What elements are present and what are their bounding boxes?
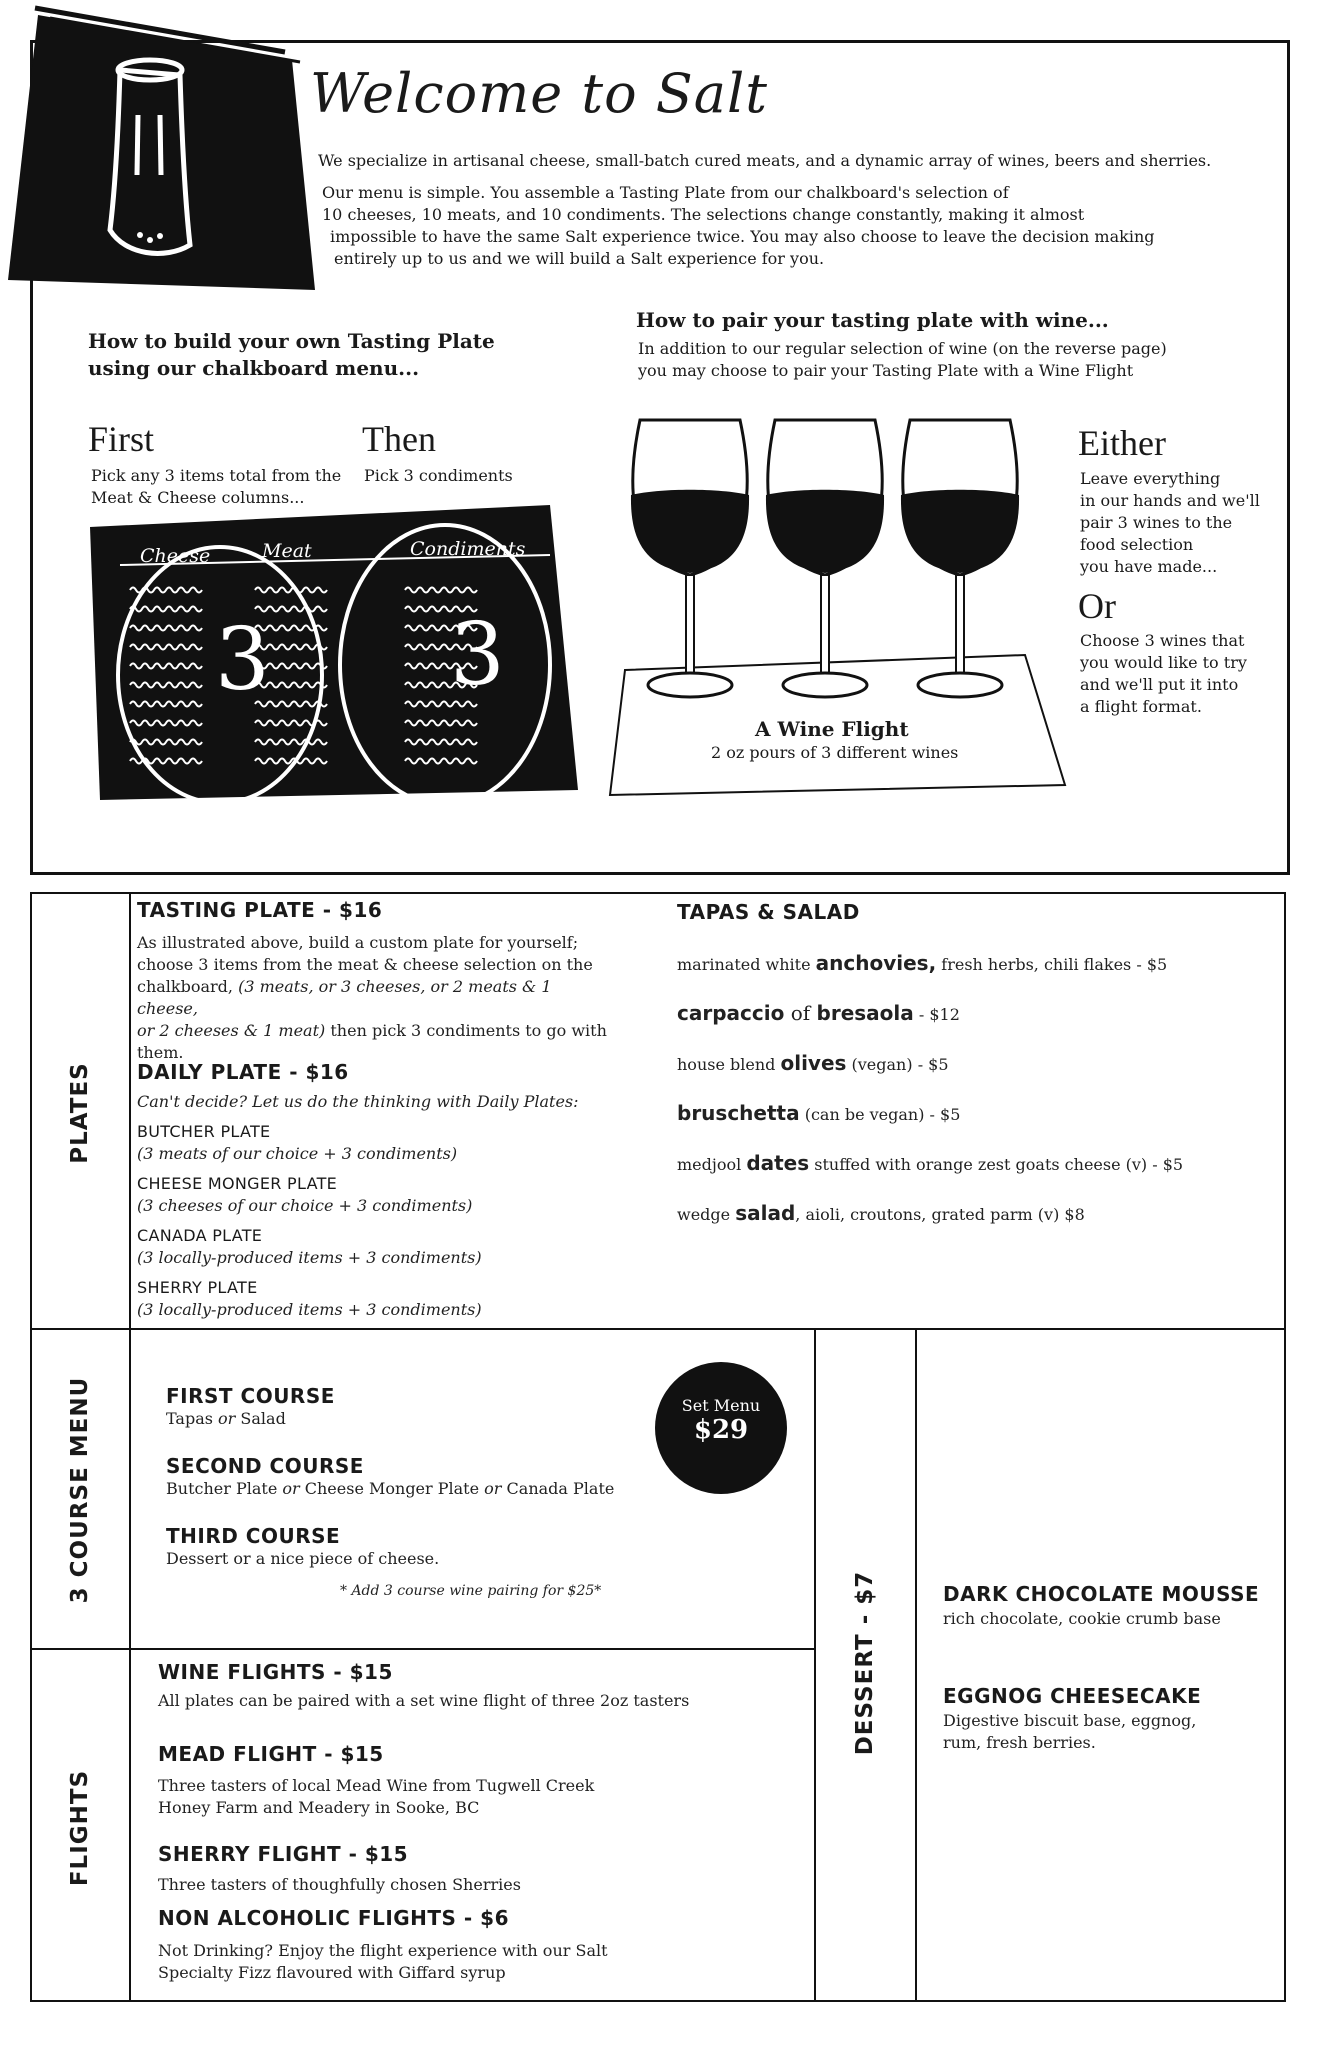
wine-pairing-note: * Add 3 course wine pairing for $25*: [340, 1583, 602, 1599]
daily-plate-title: DAILY PLATE - $16: [137, 1060, 349, 1084]
daily-plate-item-name: CHEESE MONGER PLATE: [137, 1174, 338, 1193]
intro-paragraph-line: impossible to have the same Salt experience twice. You may also choose to leave the decision making: [330, 227, 1155, 246]
sherry-flight-text: Three tasters of thoughfully chosen Sherries: [158, 1875, 521, 1894]
tapas-item-anchovies: marinated white anchovies, fresh herbs, chili flakes - $5: [677, 951, 1168, 975]
board-cheese-label: Cheese: [140, 545, 211, 567]
first-course-text: Tapas or Salad: [166, 1409, 286, 1428]
third-course-title: THIRD COURSE: [166, 1524, 341, 1548]
wine-flights-text: All plates can be paired with a set wine flight of three 2oz tasters: [158, 1691, 690, 1710]
pair-text: In addition to our regular selection of wine (on the reverse page): [638, 339, 1167, 358]
either-title: Either: [1078, 423, 1166, 463]
board-number-condiments: 3: [450, 605, 505, 705]
board-condiments-label: Condiments: [410, 538, 526, 560]
wine-flight-subtitle: 2 oz pours of 3 different wines: [711, 743, 959, 762]
section-label-dessert: DESSERT - $7: [852, 1570, 878, 1756]
daily-plate-item-name: SHERRY PLATE: [137, 1278, 258, 1297]
section-label-flights: FLIGHTS: [67, 1769, 93, 1887]
pair-text: you may choose to pair your Tasting Plate with a Wine Flight: [638, 361, 1134, 380]
tapas-title: TAPAS & SALAD: [677, 900, 860, 924]
either-text: Leave everything in our hands and we'll pair 3 wines to the food selection you have made...: [1080, 469, 1260, 576]
mead-flight-title: MEAD FLIGHT - $15: [158, 1742, 384, 1766]
non-alcoholic-flights-title: NON ALCOHOLIC FLIGHTS - $6: [158, 1906, 510, 1930]
dessert-item-title: DARK CHOCOLATE MOUSSE: [943, 1582, 1260, 1606]
tapas-item-salad: wedge salad, aioli, croutons, grated parm (v) $8: [677, 1201, 1085, 1225]
first-course-title: FIRST COURSE: [166, 1384, 335, 1408]
third-course-text: Dessert or a nice piece of cheese.: [166, 1549, 440, 1568]
daily-plate-item-desc: (3 meats of our choice + 3 condiments): [137, 1144, 458, 1163]
tapas-item-bruschetta: bruschetta (can be vegan) - $5: [677, 1101, 961, 1125]
second-course-text: Butcher Plate or Cheese Monger Plate or Canada Plate: [166, 1479, 615, 1498]
build-heading: using our chalkboard menu...: [88, 356, 420, 380]
section-label-3-course: 3 COURSE MENU: [67, 1376, 93, 1604]
second-course-title: SECOND COURSE: [166, 1454, 364, 1478]
daily-plate-item-desc: (3 locally-produced items + 3 condiments): [137, 1300, 482, 1319]
step-then-title: Then: [362, 419, 436, 459]
dessert-item-text: Digestive biscuit base, eggnog, rum, fresh berries.: [943, 1711, 1197, 1752]
or-text: Choose 3 wines that you would like to try and we'll put it into a flight format.: [1080, 631, 1247, 716]
page-title: Welcome to Salt: [310, 62, 768, 125]
daily-plate-item-desc: (3 locally-produced items + 3 condiments): [137, 1248, 482, 1267]
wine-flights-title: WINE FLIGHTS - $15: [158, 1660, 393, 1684]
wine-flight-title: A Wine Flight: [755, 717, 909, 741]
step-first-text: Meat & Cheese columns...: [91, 488, 305, 507]
mead-flight-text: Three tasters of local Mead Wine from Tugwell Creek Honey Farm and Meadery in Sooke, BC: [158, 1776, 595, 1817]
sherry-flight-title: SHERRY FLIGHT - $15: [158, 1842, 409, 1866]
tapas-item-carpaccio: carpaccio of bresaola - $12: [677, 1001, 960, 1025]
build-heading: How to build your own Tasting Plate: [88, 329, 495, 353]
tapas-item-olives: house blend olives (vegan) - $5: [677, 1051, 949, 1075]
dessert-item-title: EGGNOG CHEESECAKE: [943, 1684, 1202, 1708]
daily-plate-intro: Can't decide? Let us do the thinking with Daily Plates:: [137, 1092, 579, 1111]
intro-paragraph-line: entirely up to us and we will build a Salt experience for you.: [334, 249, 825, 268]
tasting-plate-title: TASTING PLATE - $16: [137, 898, 383, 922]
step-first-text: Pick any 3 items total from the: [91, 466, 342, 485]
daily-plate-item-name: BUTCHER PLATE: [137, 1122, 271, 1141]
tapas-item-dates: medjool dates stuffed with orange zest goats cheese (v) - $5: [677, 1151, 1184, 1175]
salt-shaker-flag-icon: [0, 0, 320, 300]
intro-paragraph-line: 10 cheeses, 10 meats, and 10 condiments. The selections change constantly, making it almost: [322, 205, 1085, 224]
set-menu-badge: Set Menu $29: [655, 1362, 787, 1494]
section-label-plates: PLATES: [67, 1062, 93, 1164]
step-first-title: First: [88, 419, 155, 459]
board-number-meat-cheese: 3: [215, 610, 270, 710]
intro-paragraph-line: Our menu is simple. You assemble a Tasting Plate from our chalkboard's selection of: [322, 183, 1009, 202]
daily-plate-item-name: CANADA PLATE: [137, 1226, 263, 1245]
pair-heading: How to pair your tasting plate with wine...: [636, 308, 1109, 332]
daily-plate-item-desc: (3 cheeses of our choice + 3 condiments): [137, 1196, 473, 1215]
intro-line: We specialize in artisanal cheese, small-batch cured meats, and a dynamic array of wines, beers and sherries.: [318, 151, 1212, 170]
non-alcoholic-flights-text: Not Drinking? Enjoy the flight experience with our Salt Specialty Fizz flavoured with Giffard syrup: [158, 1941, 608, 1982]
dessert-item-text: rich chocolate, cookie crumb base: [943, 1609, 1221, 1628]
step-then-text: Pick 3 condiments: [364, 466, 513, 485]
or-title: Or: [1078, 586, 1116, 626]
board-meat-label: Meat: [262, 540, 312, 562]
tasting-plate-text: As illustrated above, build a custom plate for yourself; choose 3 items from the meat & cheese selection on the chalkboard, (3 meats, or 3 cheeses, or 2 meats & 1 cheese, or 2 cheeses & 1 meat) then pick 3 condiments to go with them.: [137, 933, 607, 1062]
